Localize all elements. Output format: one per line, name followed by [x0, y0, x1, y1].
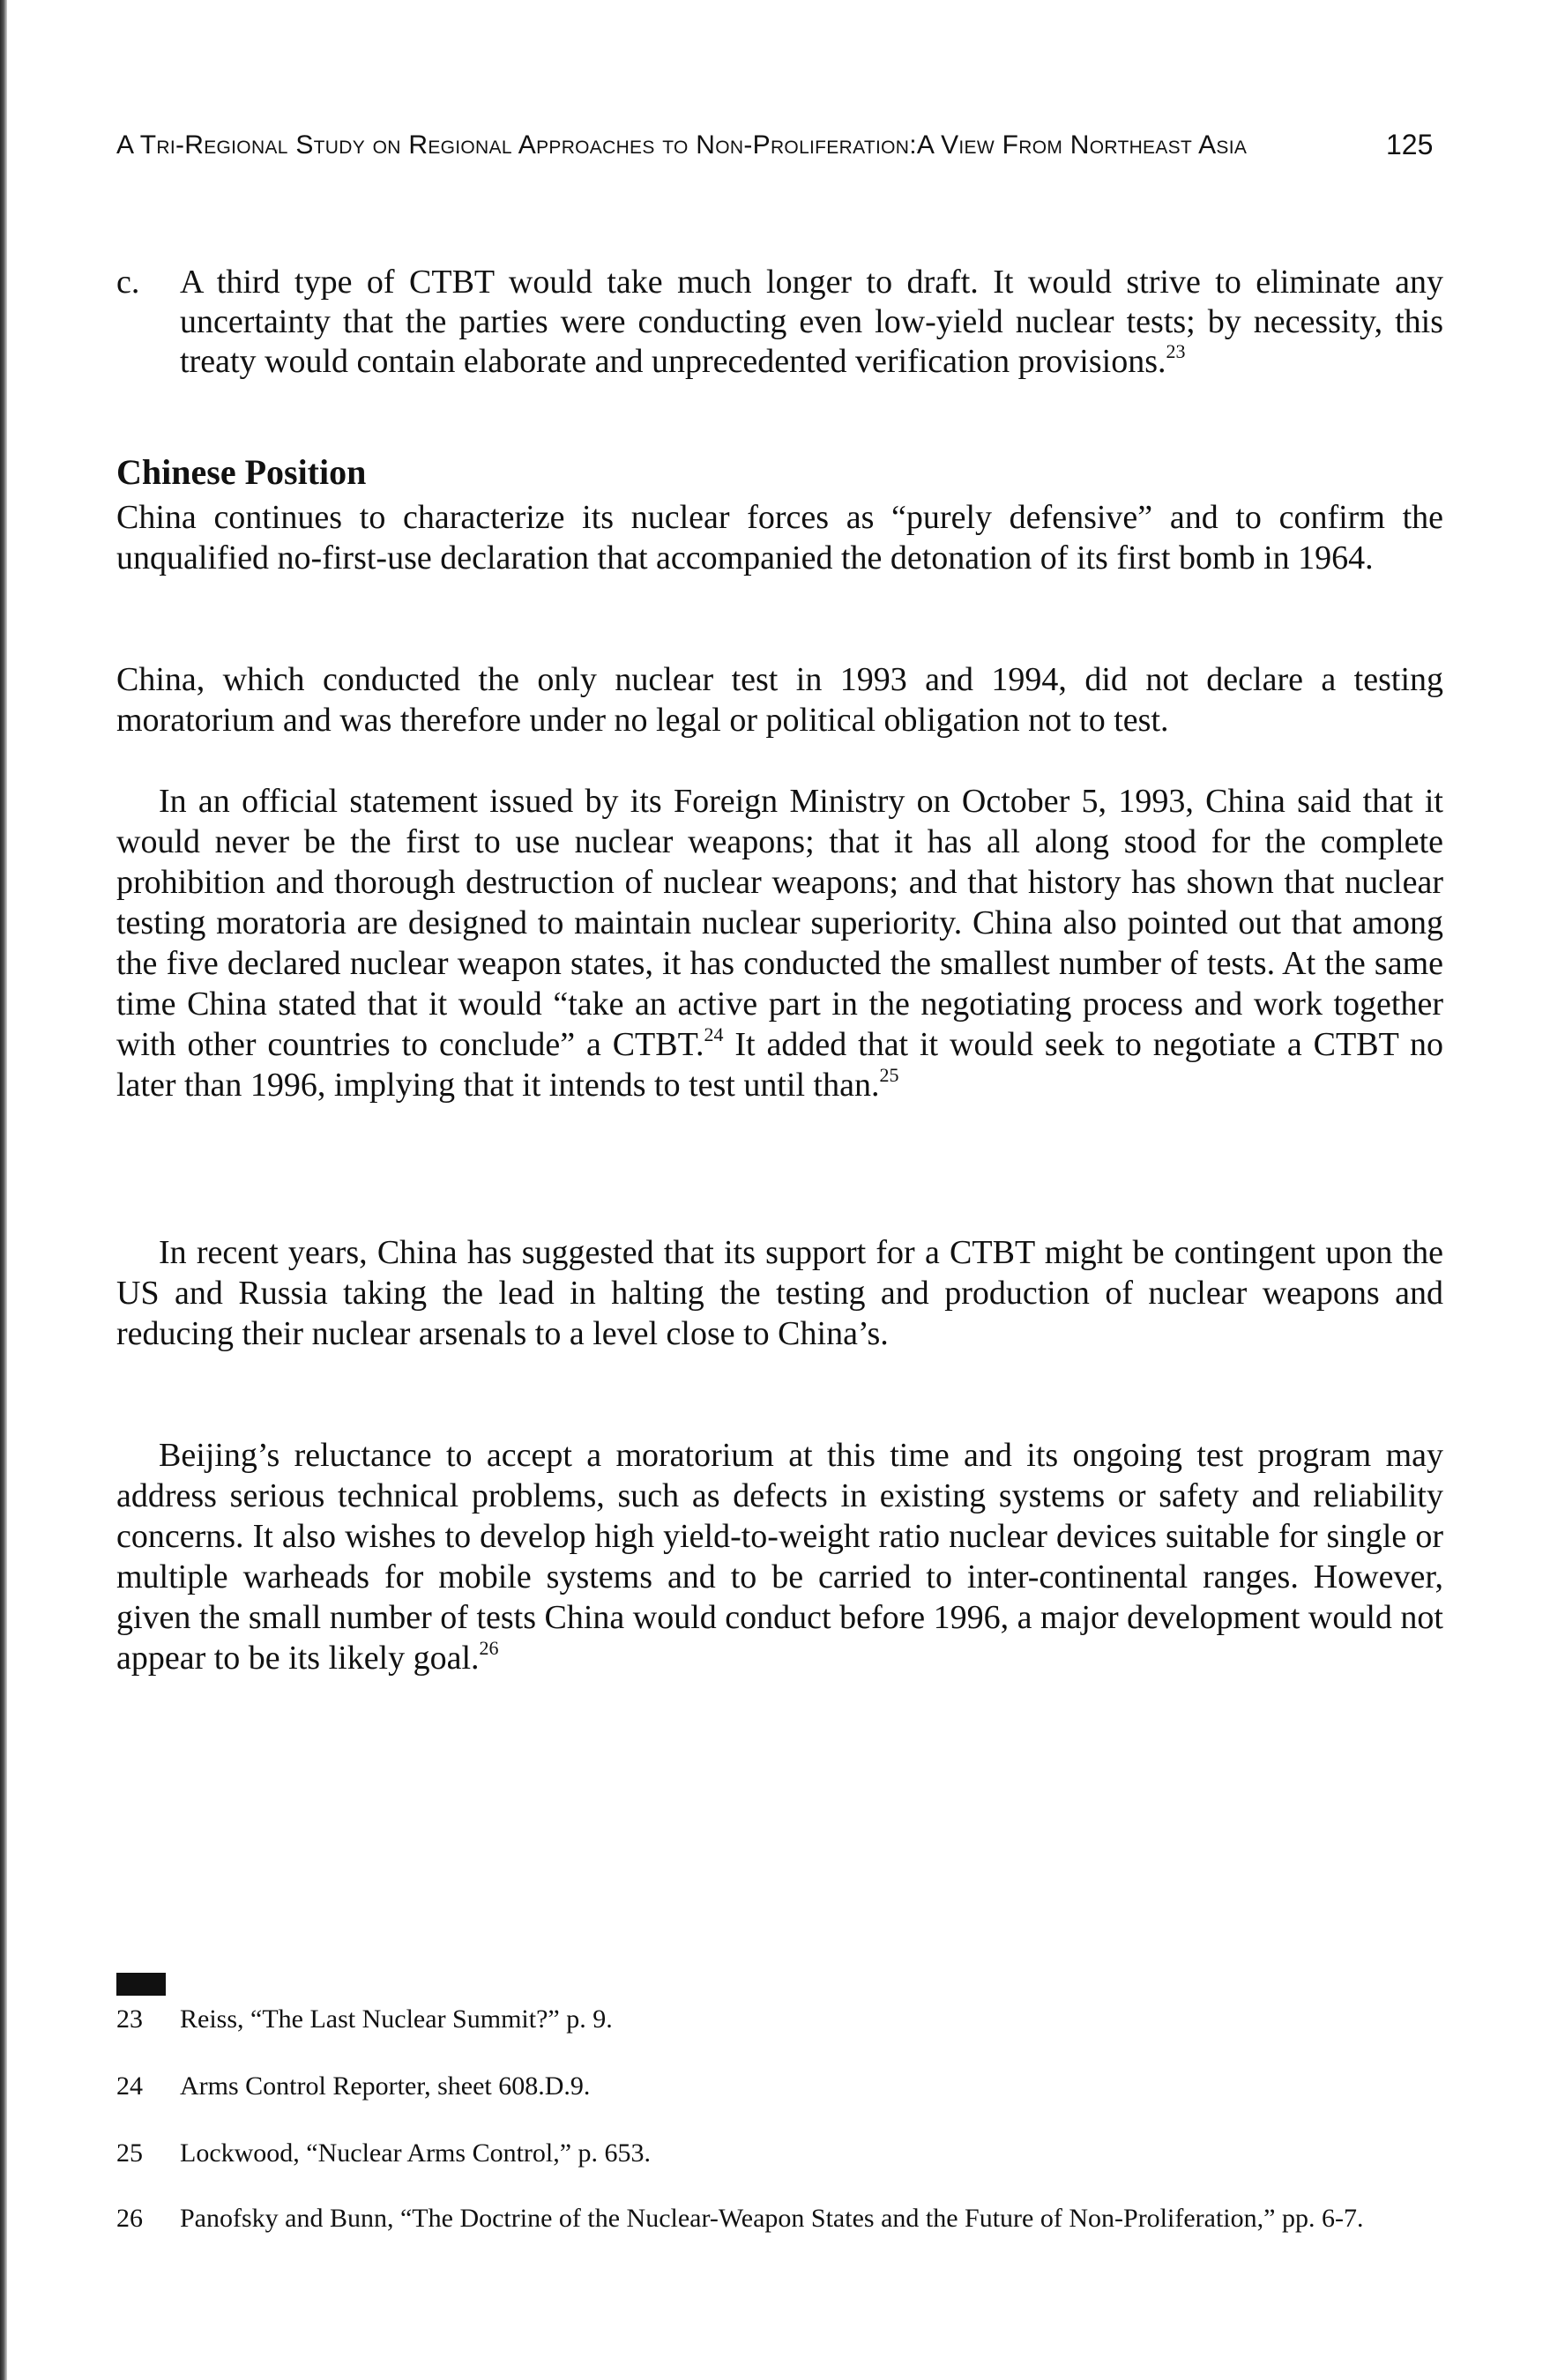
list-item-c — [116, 263, 1443, 382]
footnote-text: Panofsky and Bunn, “The Doctrine of the Nuclear-Weapon States and the Future of Non-Proliferation,” pp. 6-7. — [180, 2204, 1364, 2233]
list-item-label: c. — [116, 264, 140, 301]
paragraph-1: China continues to characterize its nuclear forces as “purely defensive” and to confirm the unqualified no-first-use declaration that accompanied the detonation of its first bomb in 1964. — [116, 499, 1443, 576]
footnote-ref-24: 24 — [704, 1023, 724, 1045]
paragraph-5-body: Beijing’s reluctance to accept a moratorium at this time and its ongoing test program may address serious technical problems, such as defects in existing systems or safety and reliability concerns. It also wishes to develop high yield-to-weight ratio nuclear devices suitable for single or multiple warheads for mobile systems and to be carried to inter-continental ranges. However, given the small number of tests China would conduct before 1996, a major development would not appear to be its likely goal. — [116, 1437, 1443, 1677]
list-item-text — [180, 263, 1443, 382]
running-head: A Tri-Regional Study on Regional Approaches to Non-Proliferation:A View From Northeast Asia — [116, 130, 1248, 160]
footnote-number: 23 — [116, 2004, 143, 2034]
footnote-23 — [116, 2003, 1443, 2036]
list-item-body: A third type of CTBT would take much longer to draft. It would strive to eliminate any uncertainty that the parties were conducting even low-yield nuclear tests; by necessity, this treaty would contain elaborate and unprecedented verification provisions. — [180, 264, 1443, 380]
footnote-text: Reiss, “The Last Nuclear Summit?” p. 9. — [180, 2004, 613, 2034]
footnote-number: 26 — [116, 2204, 143, 2233]
footnote-ref-26: 26 — [479, 1637, 499, 1659]
paragraph-2: China, which conducted the only nuclear test in 1993 and 1994, did not declare a testing moratorium and was therefore under no legal or political obligation not to test. — [116, 661, 1443, 739]
footnote-25 — [116, 2137, 1443, 2170]
paragraph-4: In recent years, China has suggested that its support for a CTBT might be contingent upon the US and Russia taking the lead in halting the testing and production of nuclear weapons and reducing their nuclear arsenals to a level close to China’s. — [116, 1234, 1443, 1352]
page-number: 125 — [1386, 129, 1434, 160]
footnote-text: Arms Control Reporter, sheet 608.D.9. — [180, 2071, 591, 2101]
footnote-number: 25 — [116, 2138, 143, 2168]
footnote-text: Lockwood, “Nuclear Arms Control,” p. 653. — [180, 2138, 652, 2168]
footnote-number: 24 — [116, 2071, 143, 2101]
paragraph-3-part-2: It added that it would seek to negotiate a CTBT no later than 1996, implying that it intends to test until than. — [116, 1026, 1443, 1104]
footnote-24 — [116, 2070, 1443, 2103]
section-heading: Chinese Position — [116, 452, 367, 492]
paragraph-3 — [116, 781, 1443, 1105]
footnote-ref-23: 23 — [1166, 340, 1186, 362]
footnote-26 — [116, 2202, 1443, 2235]
scan-edge — [0, 0, 7, 2380]
footnote-ref-25: 25 — [879, 1064, 899, 1086]
paragraph-5 — [116, 1435, 1443, 1678]
paragraph-3-part-1: In an official statement issued by its Foreign Ministry on October 5, 1993, China said that it would never be the first to use nuclear weapons; that it has all along stood for the complete prohibition and thorough destruction of nuclear weapons; and that history has shown that nuclear testing moratoria are designed to maintain nuclear superiority. China also pointed out that among the five declared nuclear weapon states, it has conducted the smallest number of tests. At the same time China stated that it would “take an active part in the negotiating process and work together with other countries to conclude” a CTBT. — [116, 783, 1443, 1063]
footnote-separator-mark — [116, 1973, 166, 1996]
